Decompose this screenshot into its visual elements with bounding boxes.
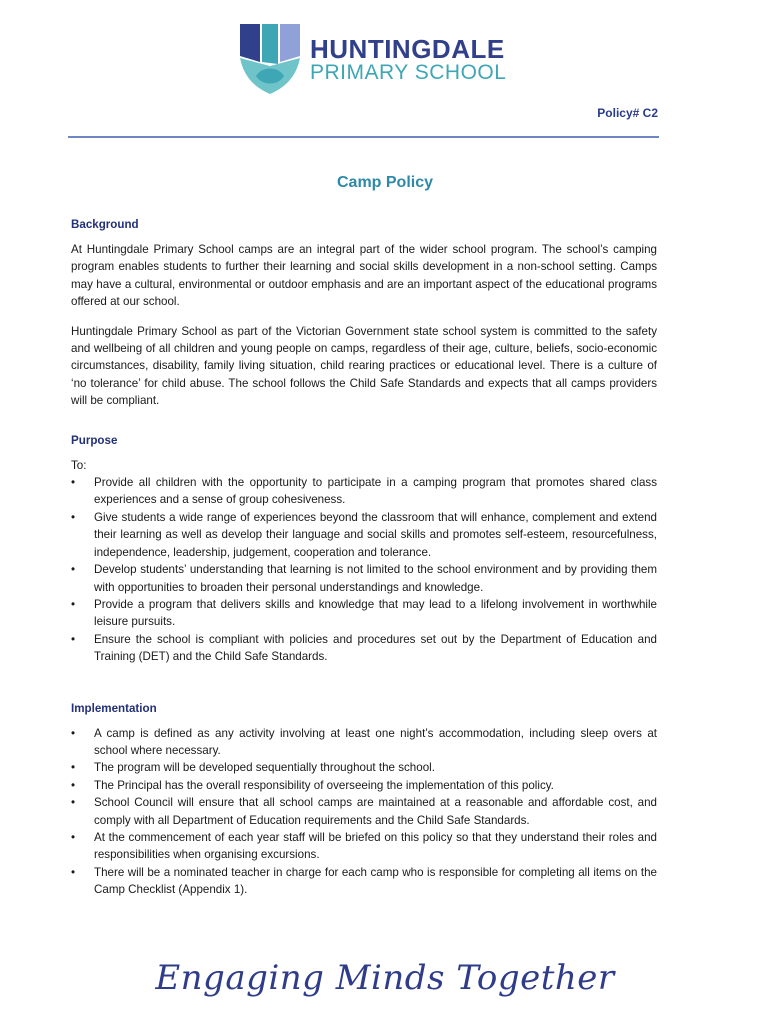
list-item: • The Principal has the overall responsibility of overseeing the implementation of this policy. bbox=[71, 777, 657, 794]
policy-body bbox=[71, 216, 657, 899]
list-item: • School Council will ensure that all school camps are maintained at a reasonable and affordable cost, and comply with all Department of Education requirements and the Child Safe Standards. bbox=[71, 794, 657, 829]
purpose-heading: Purpose bbox=[71, 433, 118, 447]
shield-icon bbox=[240, 24, 300, 94]
list-item: • Give students a wide range of experiences beyond the classroom that will enhance, complement and extend their learning as well as develop their language and social skills and promotes self-esteem, resourcefulness, independence, leadership, judgement, cooperation and tolerance. bbox=[71, 509, 657, 561]
header-divider bbox=[68, 136, 659, 138]
school-name-line2: PRIMARY SCHOOL bbox=[310, 61, 507, 84]
background-heading: Background bbox=[71, 218, 139, 231]
list-item: • At the commencement of each year staff will be briefed on this policy so that they understand their roles and responsibilities when organising excursions. bbox=[71, 829, 657, 864]
list-item: • Provide all children with the opportunity to participate in a camping program that promotes shared class experiences and a sense of group cohesiveness. bbox=[71, 474, 657, 509]
background-paragraph-1: At Huntingdale Primary School camps are an integral part of the wider school program. The school’s camping program enables students to further their learning and social skills development in a non-school setting. Camps may have a cultural, environmental or outdoor emphasis and are an important aspect of the educational programs offered at our school. bbox=[71, 243, 657, 309]
policy-number: Policy# C2 bbox=[597, 106, 658, 120]
school-name-line1: HUNTINGDALE bbox=[310, 34, 505, 64]
list-item: • Develop students’ understanding that learning is not limited to the school environment and by providing them with opportunities to broaden their personal understandings and knowledge. bbox=[71, 561, 657, 596]
list-item: • Provide a program that delivers skills and knowledge that may lead to a lifelong involvement in worthwhile leisure pursuits. bbox=[71, 596, 657, 631]
background-paragraph-2: Huntingdale Primary School as part of the Victorian Government state school system is committed to the safety and wellbeing of all children and young people on camps, regardless of their age, culture, beliefs, socio-economic circumstances, disability, family living situation, child rearing practices or educational level. There is a culture of ‘no tolerance’ for child abuse. The school follows the Child Safe Standards and expects that all camps providers will be compliant. bbox=[71, 324, 657, 408]
implementation-heading: Implementation bbox=[71, 701, 157, 715]
list-item: • A camp is defined as any activity involving at least one night’s accommodation, including sleep overs at school where necessary. bbox=[71, 725, 657, 760]
implementation-list bbox=[71, 725, 657, 899]
list-item: • There will be a nominated teacher in charge for each camp who is responsible for completing all items on the Camp Checklist (Appendix 1). bbox=[71, 864, 657, 899]
school-motto: Engaging Minds Together bbox=[155, 958, 615, 998]
list-item: • Ensure the school is compliant with policies and procedures set out by the Department of Education and Training (DET) and the Child Safe Standards. bbox=[71, 631, 657, 666]
page-title: Camp Policy bbox=[336, 174, 434, 191]
purpose-intro: To: bbox=[71, 458, 87, 472]
list-item: • The program will be developed sequentially throughout the school. bbox=[71, 759, 657, 776]
purpose-list bbox=[71, 474, 657, 665]
